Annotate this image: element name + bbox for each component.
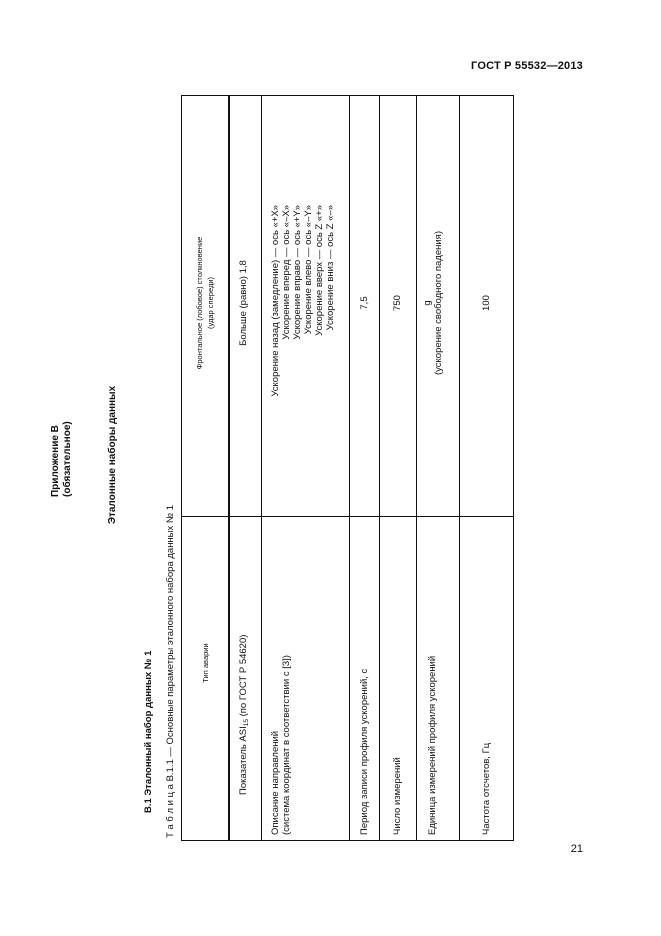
row-period-param: Период записи профиля ускорений, с	[359, 668, 370, 835]
document-header: ГОСТ Р 55532—2013	[471, 60, 583, 72]
row-unit-value-line1: g	[422, 300, 433, 306]
row-directions-param-line2: (система координат в соответствии с [3])	[281, 655, 292, 835]
header-col2-label-line2: (удар спереди)	[206, 276, 215, 330]
row-rate-param: Частота отсчетов, Гц	[481, 742, 492, 835]
appendix-heading: Эталонные наборы данных	[107, 385, 118, 525]
row-directions-value-2: Ускорение вперед — ось «–X»	[281, 205, 292, 340]
table-caption: Т а б л и ц а В.1.1 — Основные параметры эталонного набора данных № 1	[165, 504, 176, 838]
header-col2-label-line1: Фронтальное (лобовое) столкновение	[195, 236, 204, 370]
row-directions-param-line1: Описание направлений	[270, 730, 281, 835]
row-directions-value-6: Ускорение вниз — ось Z «–»	[325, 205, 336, 331]
row-count-param: Число измерений	[392, 757, 403, 835]
page-number: 21	[570, 843, 583, 855]
appendix-status: (обязательное)	[62, 421, 73, 497]
section-title: В.1 Эталонный набор данных № 1	[143, 650, 154, 813]
header-col1-label: Тип аварии	[201, 643, 210, 683]
appendix-title: Приложение В	[50, 425, 61, 497]
reference-data-table	[181, 95, 514, 841]
row-rate-value: 100	[481, 295, 492, 311]
row-asi-value: Больше (равно) 1,8	[238, 260, 249, 346]
row-directions-value-4: Ускорение влево — ось «–Y»	[303, 205, 314, 335]
row-directions-value-5: Ускорение вверх — ось Z «+»	[314, 205, 325, 336]
row-directions-value-1: Ускорение назад (замедление) — ось «+X»	[270, 205, 281, 397]
row-unit-value-line2: (ускорение свободного падения)	[433, 231, 444, 376]
row-period-value: 7,5	[359, 296, 370, 310]
row-directions-value-3: Ускорение вправо — ось «+Y»	[292, 205, 303, 340]
row-count-value: 750	[392, 295, 403, 311]
row-asi-param: Показатель $ASI_{15}$ (по ГОСТ Р 54620)	[238, 634, 250, 795]
row-unit-param: Единица измерений профиля ускорений	[427, 655, 438, 835]
